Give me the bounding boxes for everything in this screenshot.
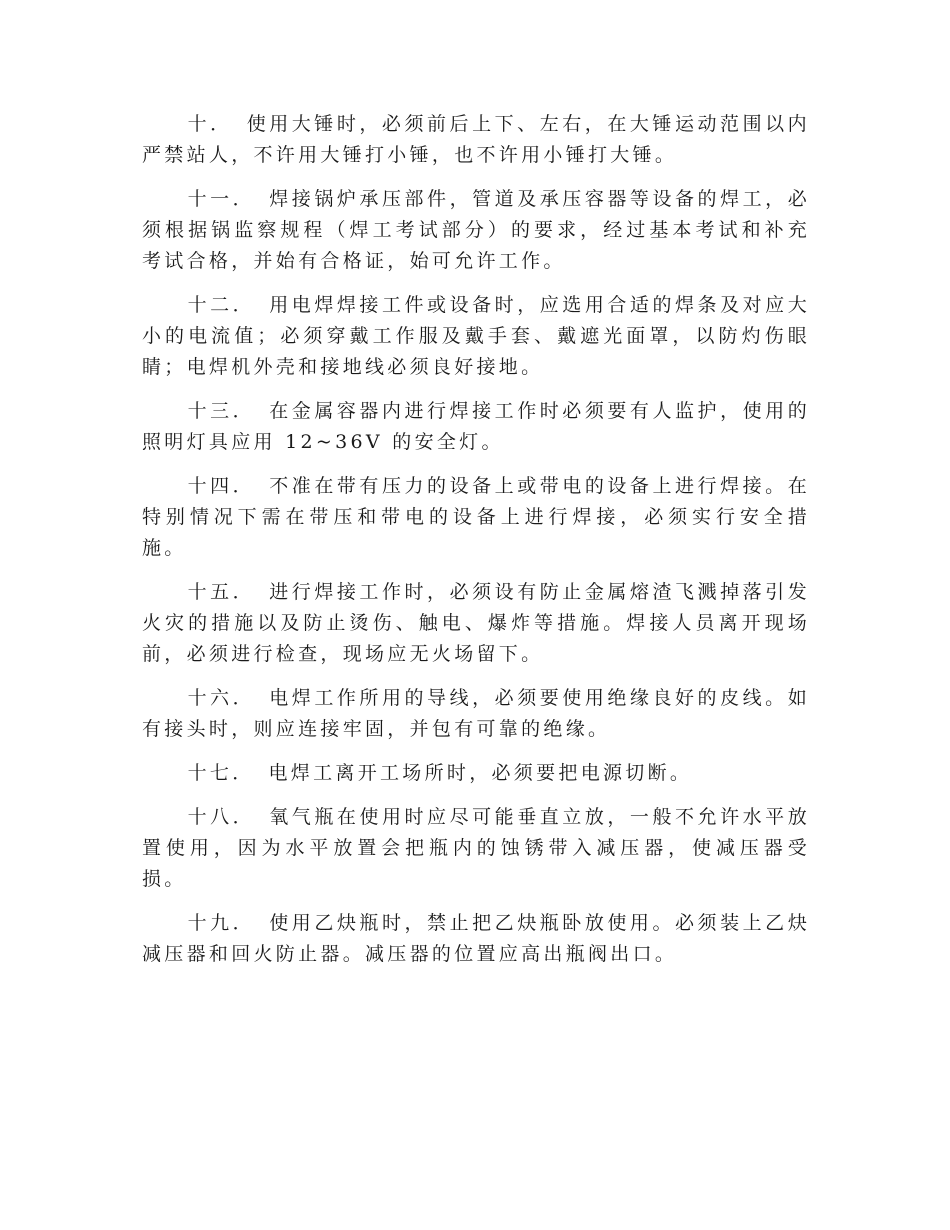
paragraph-11: [142, 184, 810, 277]
paragraph-19: [142, 908, 810, 970]
paragraph-text: 用电焊焊接工件或设备时，应选用合适的焊条及对应大小的电流值；必须穿戴工作服及戴手套、戴遮光面罩，以防灼伤眼睛；电焊机外壳和接地线必须良好接地。: [142, 294, 811, 378]
paragraph-text: 电焊工离开工场所时，必须要把电源切断。: [268, 762, 693, 784]
paragraph-text: 不准在带有压力的设备上或带电的设备上进行焊接。在特别情况下需在带压和带电的设备上进行焊接，必须实行安全措施。: [142, 475, 811, 559]
paragraph-text: 氧气瓶在使用时应尽可能垂直立放，一般不允许水平放置使用，因为水平放置会把瓶内的蚀锈带入减压器，使减压器受损。: [142, 806, 811, 890]
paragraph-text: 在金属容器内进行焊接工作时必须要有人监护，使用的照明灯具应用 12~36V 的安全灯。: [142, 400, 811, 453]
paragraph-number: 十四．: [187, 475, 256, 497]
paragraph-number: 十一．: [187, 188, 256, 210]
paragraph-number: 十三．: [187, 400, 256, 422]
paragraph-text: 使用乙炔瓶时，禁止把乙炔瓶卧放使用。必须装上乙炔减压器和回火防止器。减压器的位置应高出瓶阀出口。: [142, 912, 811, 965]
paragraph-text: 进行焊接工作时，必须设有防止金属熔渣飞溅掉落引发火灾的措施以及防止烫伤、触电、爆炸等措施。焊接人员离开现场前，必须进行检查，现场应无火场留下。: [142, 581, 811, 665]
paragraph-10: [142, 109, 810, 171]
paragraph-17: [142, 758, 810, 789]
paragraph-number: 十．: [187, 113, 233, 135]
paragraph-number: 十六．: [187, 687, 256, 709]
paragraph-text: 使用大锤时，必须前后上下、左右，在大锤运动范围以内严禁站人，不许用大锤打小锤，也不许用小锤打大锤。: [142, 113, 810, 166]
paragraph-12: [142, 290, 810, 383]
paragraph-14: [142, 471, 810, 564]
paragraph-text: 焊接锅炉承压部件，管道及承压容器等设备的焊工，必须根据锅监察规程（焊工考试部分）的要求，经过基本考试和补充考试合格，并始有合格证，始可允许工作。: [142, 188, 811, 272]
paragraph-13: [142, 396, 810, 458]
paragraph-number: 十九．: [187, 912, 256, 934]
paragraph-number: 十二．: [187, 294, 256, 316]
paragraph-number: 十五．: [187, 581, 256, 603]
paragraph-16: [142, 683, 810, 745]
paragraph-text: 电焊工作所用的导线，必须要使用绝缘良好的皮线。如有接头时，则应连接牢固，并包有可靠的绝缘。: [142, 687, 811, 740]
paragraph-15: [142, 577, 810, 670]
paragraph-number: 十七．: [187, 762, 255, 784]
document-body: [142, 109, 810, 983]
paragraph-18: [142, 802, 810, 895]
paragraph-number: 十八．: [187, 806, 256, 828]
